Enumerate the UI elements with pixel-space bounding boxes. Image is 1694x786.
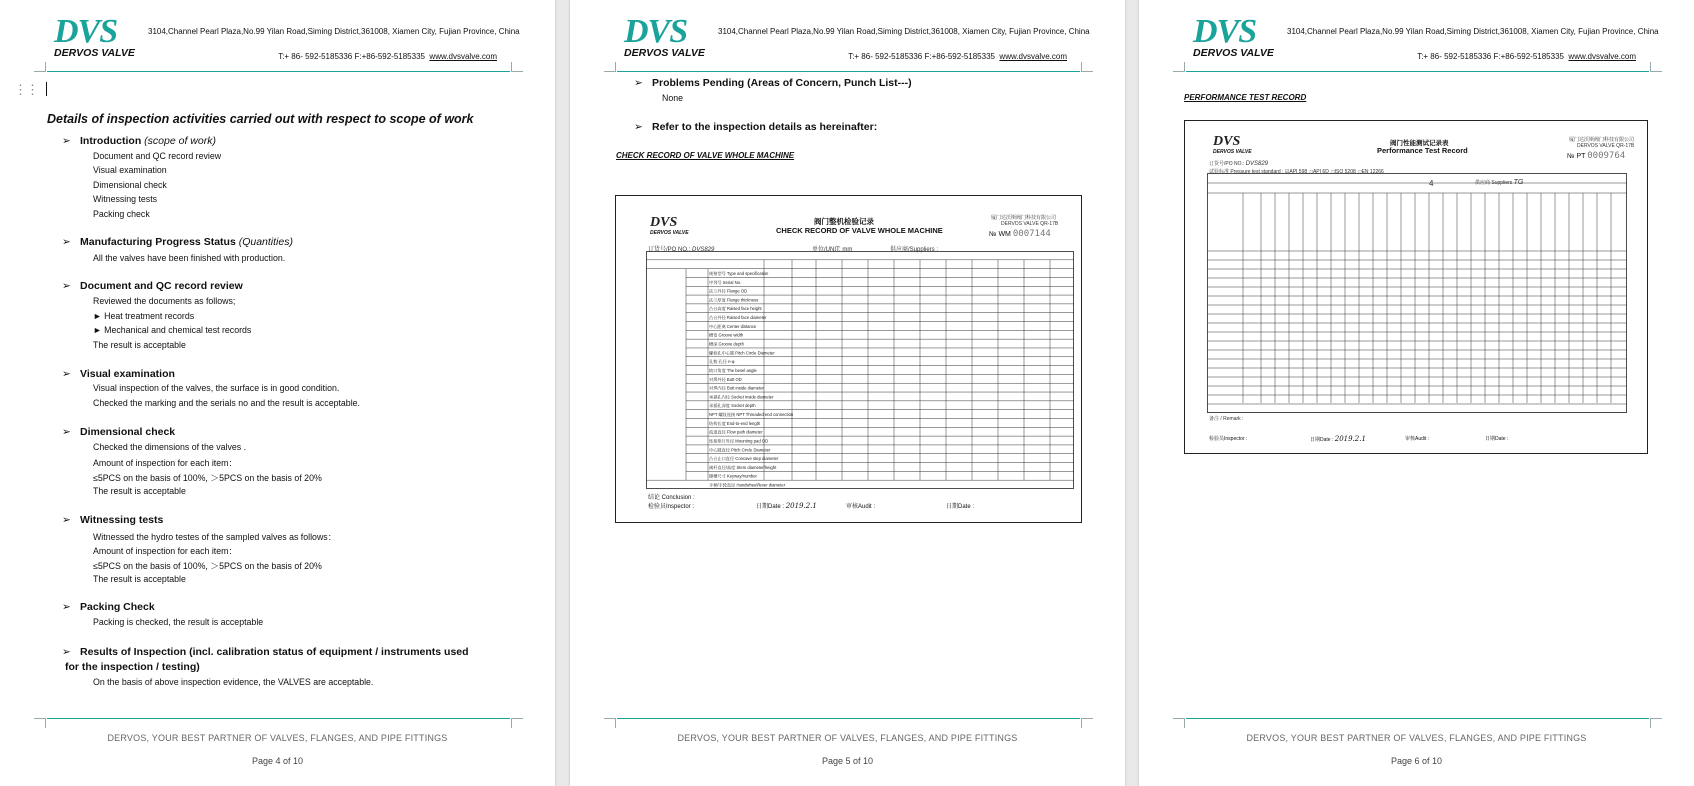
list-item: Dimensional check [93,180,167,190]
scan-title-cn: 阀门性能测试记录表 [1390,140,1449,147]
footer-rule [1186,718,1649,719]
scan-inspector: 检验员Inspector : [648,504,695,510]
grid-row-label: 坡口角度 The bevel angle [709,367,757,373]
grid-row-label: 凸台止口直径 Concave step diameter [709,456,779,462]
problems-value: None [662,93,684,103]
scan-audit: 审核Audit : [846,504,876,510]
footer-slogan: DERVOS, YOUR BEST PARTNER OF VALVES, FLANGES, AND PIPE FITTINGS [107,733,448,743]
grid-row-label: 法兰外径 Flange OD [709,288,748,294]
grid-row-label: 流道直径 Flow path diameter [709,429,763,435]
scan-audit: 审核Audit : [1405,436,1430,442]
list-item: The result is acceptable [93,486,186,496]
section-introduction: ➢ Introduction (scope of work) [62,135,216,147]
scan-standard: 试验标准 Pressure test standard : ☑API 598 □API 6D □ISO 5208 □EN 12266 [1209,169,1384,175]
bullet-arrow-icon: ➢ [62,426,71,438]
header-address: 3104,Channel Pearl Plaza,No.99 Yilan Road,Siming District,361008, Xiamen City, Fujian Province, China [1287,27,1659,36]
list-item: Packing check [93,209,150,219]
scan-po: 订货号/PO NO.: DVS829 [648,247,715,253]
performance-test-grid [1207,173,1627,413]
scan-company: 厦门达沃斯阀门科技有限公司 [1569,137,1635,143]
scan-date2: 日期Date : [1485,436,1509,442]
scan-company: 厦门达沃斯阀门科技有限公司 [991,215,1057,221]
list-item: The result is acceptable [93,574,186,584]
header-rule [617,71,1080,72]
list-item: ≤5PCS on the basis of 100%, ＞5PCS on the basis of 20% [93,473,322,483]
margin-mark [1650,718,1662,728]
grid-row-label: NPT 螺纹连接 NPT Threaded end connection [709,412,794,418]
list-item: The result is acceptable [93,340,186,350]
list-item: Document and QC record review [93,151,222,161]
bullet-arrow-icon: ➢ [62,368,71,380]
bullet-arrow-icon: ➢ [62,514,71,526]
list-item: All the valves have been finished with production. [93,253,286,263]
scan-title-cn: 阀门整机检验记录 [814,217,874,226]
header-contact: T:+ 86- 592-5185336 F:+86-592-5185335 www.dvsvalve.com [848,52,1067,61]
scan-title-en: CHECK RECORD OF VALVE WHOLE MACHINE [776,226,943,235]
list-item: Amount of inspection for each item： [93,458,238,468]
page-title: Details of inspection activities carried out with respect to scope of work [47,112,474,126]
scan-date: 日期Date : 2019.2.1 [1310,435,1366,443]
footer-slogan: DERVOS, YOUR BEST PARTNER OF VALVES, FLANGES, AND PIPE FITTINGS [677,733,1018,743]
grid-border [1208,174,1627,413]
scan-number: № WM 0007144 [989,229,1051,239]
list-item: Amount of inspection for each item： [93,546,238,556]
header-rule [47,71,510,72]
grid-row-label: 承插孔内径 Socket inside diameter [709,394,774,400]
list-item: ► Mechanical and chemical test records [93,325,252,335]
website-link[interactable]: www.dvsvalve.com [429,52,497,61]
grid-row-label: 阀杆直径/高度 Stem diameter/height [709,464,777,470]
margin-mark [1081,718,1093,728]
bullet-arrow-icon: ➢ [62,280,71,292]
margin-mark [1173,62,1185,72]
header-contact: T:+ 86- 592-5185336 F:+86-592-5185335 www.dvsvalve.com [1417,52,1636,61]
grid-row-label: 凸台高度 Raised face height [709,306,762,312]
list-item: Packing is checked, the result is acceptable [93,617,264,627]
footer-slogan: DERVOS, YOUR BEST PARTNER OF VALVES, FLANGES, AND PIPE FITTINGS [1246,733,1587,743]
scan-date: 日期Date : 2019.2.1 [756,502,817,510]
text-cursor [46,82,47,96]
grid-row-label: 序列号 Serial No. [709,279,742,285]
grid-row-label: 槽深 Groove depth [709,341,744,347]
list-item: On the basis of above inspection evidence, the VALVES are acceptable. [93,677,374,687]
section-problems: ➢ Problems Pending (Areas of Concern, Punch List---) [634,77,912,89]
section-document-review: ➢ Document and QC record review [62,280,243,292]
bullet-arrow-icon: ➢ [634,77,643,89]
section-results-cont: for the inspection / testing) [65,661,200,673]
list-item: ≤5PCS on the basis of 100%, ＞5PCS on the basis of 20% [93,561,322,571]
company-logo: DVS DERVOS VALVE [54,13,135,59]
grid-row-label: 承插孔深度 Socket depth [709,403,756,409]
grid-row-label: 结构长度 End-to-end length [709,420,761,426]
margin-mark [34,62,46,72]
scan-quantity: 4 [1429,179,1434,188]
scanned-performance-record [1184,120,1648,454]
document-page-5 [570,0,1125,786]
section-dimensional: ➢ Dimensional check [62,426,176,438]
check-record-title: CHECK RECORD OF VALVE WHOLE MACHINE [616,151,795,160]
scan-logo: DVS DERVOS VALVE [1213,134,1252,155]
margin-mark [604,718,616,728]
scan-conclusion: 结论 Conclusion : [648,495,695,501]
scan-remark: 备注 / Remark : [1209,416,1244,422]
scan-suppliers: 供应商/Suppliers : [890,247,939,253]
header-address: 3104,Channel Pearl Plaza,No.99 Yilan Road,Siming District,361008, Xiamen City, Fujian Province, China [148,27,520,36]
margin-mark [511,62,523,72]
scan-title-en: Performance Test Record [1377,146,1468,155]
list-item: Reviewed the documents as follows; [93,296,236,306]
grid-row-label: 连接垫片外径 Mounting pad OD [709,438,769,444]
grid-row-label: 键槽尺寸 Keyway/number [709,473,757,479]
list-item: Checked the dimensions of the valves . [93,442,247,452]
margin-mark [34,718,46,728]
scan-logo: DVS DERVOS VALVE [650,215,689,236]
margin-mark [604,62,616,72]
grid-row-label: 对焊外径 Butt OD [709,376,742,382]
list-item: Checked the marking and the serials no and the result is acceptable. [93,398,360,408]
drag-handle-icon[interactable]: ⋮⋮ [14,82,38,97]
footer-rule [617,718,1080,719]
bullet-arrow-icon: ➢ [62,601,71,613]
section-progress: ➢ Manufacturing Progress Status (Quantities) [62,236,293,248]
section-witness: ➢ Witnessing tests [62,514,164,526]
document-page-6 [1139,0,1694,786]
page-number: Page 4 of 10 [251,756,304,766]
section-refer: ➢ Refer to the inspection details as hereinafter: [634,121,878,133]
scan-unit: 单位/UNIT: mm [812,247,853,253]
scanned-check-record [615,195,1082,523]
list-item: ► Heat treatment records [93,311,195,321]
company-logo: DVS DERVOS VALVE [624,13,705,59]
grid-row-label: 规格型号 Type and specification [709,270,769,276]
scan-supplier: 供应商 Suppliers TG [1475,179,1524,186]
website-link[interactable]: www.dvsvalve.com [1568,52,1636,61]
check-record-grid [646,251,1074,489]
header-contact: T:+ 86- 592-5185336 F:+86-592-5185335 www.dvsvalve.com [278,52,497,61]
list-item: Visual examination [93,165,167,175]
performance-record-title: PERFORMANCE TEST RECORD [1184,93,1307,102]
scan-code: DERVOS VALVE QR-17B [1001,221,1059,227]
bullet-arrow-icon: ➢ [634,121,643,133]
grid-row-label: 孔数 孔径 n-φ [709,359,735,365]
margin-mark [1650,62,1662,72]
scan-number: № PT 0009764 [1567,151,1626,161]
grid-row-label: 中心距离 Center distance [709,323,757,329]
margin-mark [1081,62,1093,72]
grid-row-label: 螺栓孔中心圆 Pitch Circle Diameter [709,350,775,356]
list-item: Witnessing tests [93,194,158,204]
margin-mark [511,718,523,728]
scan-po: 订货号/PO NO.: DVS829 [1209,161,1269,167]
scan-inspector: 检验员Inspector : [1209,436,1248,442]
margin-mark [1173,718,1185,728]
grid-row-label: 槽宽 Groove width [709,332,744,338]
list-item: Witnessed the hydro testes of the sampled valves as follows： [93,532,337,542]
list-item: Visual inspection of the valves, the surface is in good condition. [93,383,340,393]
grid-row-label: 法兰厚度 Flange thickness [709,297,759,303]
scan-code: DERVOS VALVE QR-17B [1577,143,1635,149]
section-results: ➢ Results of Inspection (incl. calibration status of equipment / instruments used [62,646,469,658]
grid-row-label: 中心圆直径 Pitch Circle Diameter [709,447,771,453]
website-link[interactable]: www.dvsvalve.com [999,52,1067,61]
grid-row-label: 凸台外径 Raised face diameter [709,315,767,321]
header-rule [1186,71,1649,72]
footer-rule [47,718,510,719]
bullet-arrow-icon: ➢ [62,236,71,248]
scan-date2: 日期Date : [946,504,975,510]
page-number: Page 6 of 10 [1390,756,1443,766]
document-page-4 [0,0,555,786]
company-logo: DVS DERVOS VALVE [1193,13,1274,59]
bullet-arrow-icon: ➢ [62,646,71,658]
grid-row-label: 对焊内径 Butt inside diameter [709,385,764,391]
section-packing: ➢ Packing Check [62,601,155,613]
header-address: 3104,Channel Pearl Plaza,No.99 Yilan Road,Siming District,361008, Xiamen City, Fujian Province, China [718,27,1090,36]
page-number: Page 5 of 10 [821,756,874,766]
grid-row-label: 手柄/手轮直径 Handwheel/lever diameter [709,482,786,488]
bullet-arrow-icon: ➢ [62,135,71,147]
section-visual: ➢ Visual examination [62,368,175,380]
